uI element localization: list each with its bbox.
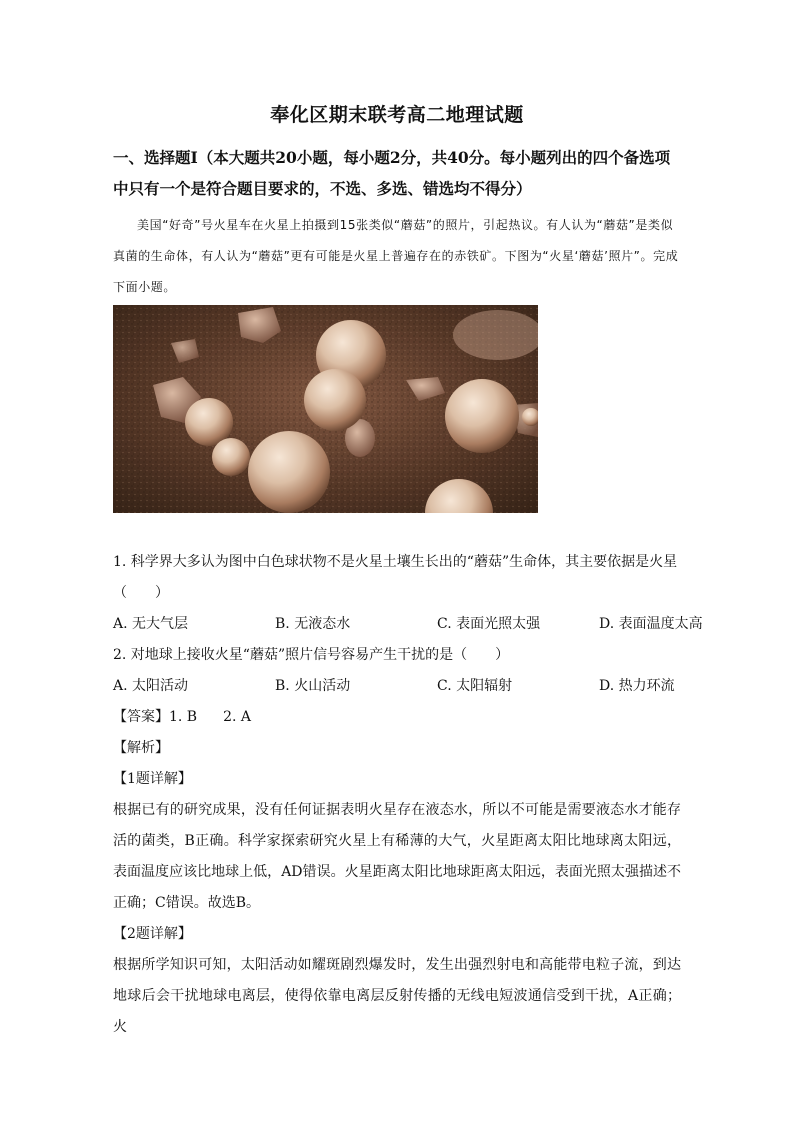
question-1-stem: 1. 科学界大多认为图中白色球状物不是火星土壤生长出的“蘑菇”生命体，其主要依据是火星（ ） <box>113 554 678 601</box>
question-2-option-c[interactable]: C. 太阳辐射 <box>437 678 513 694</box>
question-1-options <box>113 609 703 640</box>
question-1-option-d[interactable]: D. 表面温度太高 <box>599 616 703 632</box>
question-1-option-b[interactable]: B. 无液态水 <box>275 616 351 632</box>
analysis-label: 【解析】 <box>113 740 169 756</box>
question-2-stem: 2. 对地球上接收火星“蘑菇”照片信号容易产生干扰的是（ ） <box>113 647 510 663</box>
question-intro: 美国“好奇”号火星车在火星上拍摄到15张类似“蘑菇”的照片，引起热议。有人认为“蘑菇”是类似真菌的生命体，有人认为“蘑菇”更有可能是火星上普遍存在的赤铁矿。下图为“火星‘蘑菇’照片”。完成下面小题。 <box>113 218 679 294</box>
page-title: 奉化区期末联考高二地理试题 <box>270 104 524 126</box>
section-heading: 一、选择题Ⅰ（本大题共20小题，每小题2分，共40分。每小题列出的四个备选项中只有一个是符合题目要求的，不选、多选、错选均不得分） <box>113 148 671 198</box>
question-2-option-b[interactable]: B. 火山活动 <box>275 678 351 694</box>
detail-1-text: 根据已有的研究成果，没有任何证据表明火星存在液态水，所以不可能是需要液态水才能存活的菌类，B正确。科学家探索研究火星上有稀薄的大气，火星距离太阳比地球离太阳远，表面温度应该比地球上低，AD错误。火星距离太阳比地球距离太阳远，表面光照太强描述不正确；C错误。故选B。 <box>113 802 681 911</box>
answer-label: 【答案】 <box>113 709 169 725</box>
question-2-options <box>113 671 681 702</box>
question-1-option-a[interactable]: A. 无大气层 <box>113 616 189 632</box>
page-content <box>113 102 703 1043</box>
detail-2-label: 【2题详解】 <box>113 926 192 942</box>
question-2-option-a[interactable]: A. 太阳活动 <box>113 678 189 694</box>
mars-mushroom-photo <box>113 305 538 513</box>
question-1-option-c[interactable]: C. 表面光照太强 <box>437 616 541 632</box>
detail-1-label: 【1题详解】 <box>113 771 192 787</box>
detail-2-text: 根据所学知识可知，太阳活动如耀斑剧烈爆发时，发生出强烈射电和高能带电粒子流，到达地球后会干扰地球电离层，使得依靠电离层反射传播的无线电短波通信受到干扰，A正确；火 <box>113 957 681 1035</box>
answer-1: 1. B <box>169 709 198 725</box>
question-2-option-d[interactable]: D. 热力环流 <box>599 678 675 694</box>
answer-line <box>113 702 681 733</box>
answer-2: 2. A <box>223 709 252 725</box>
